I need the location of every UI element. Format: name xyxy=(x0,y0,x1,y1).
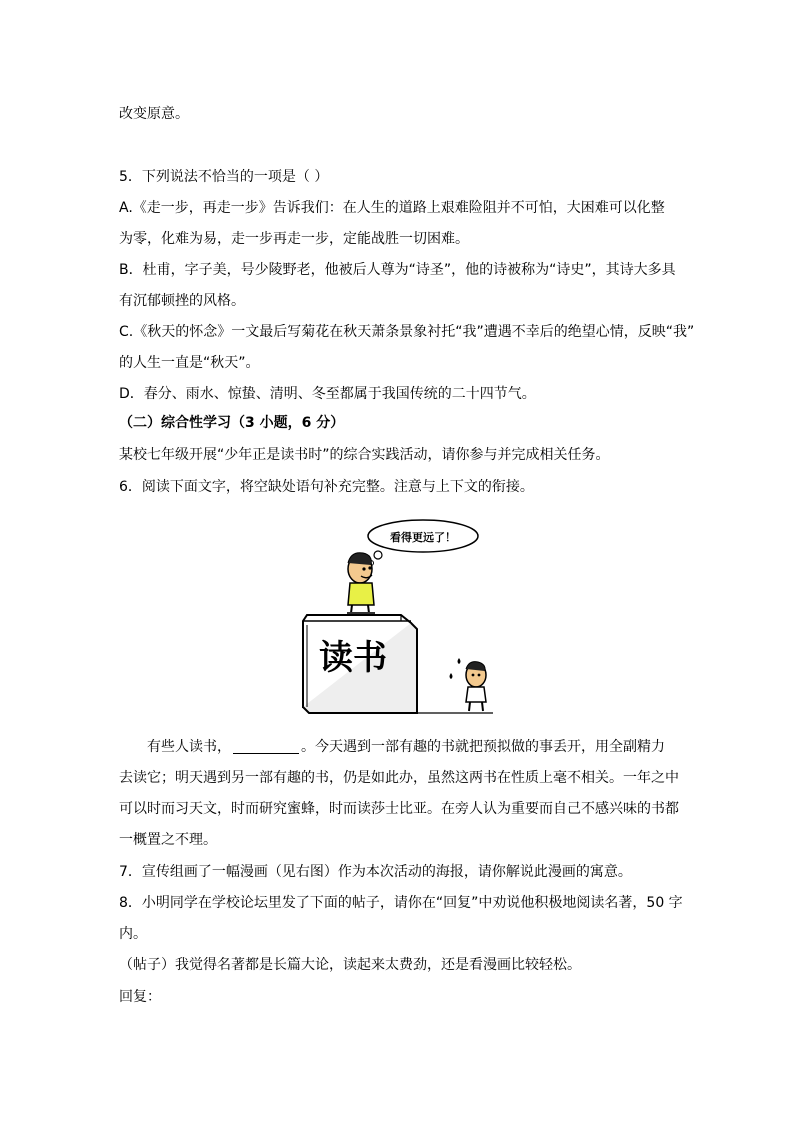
fill-in-blank[interactable] xyxy=(233,739,299,754)
option-d: D．春分、雨水、惊蛰、清明、冬至都属于我国传统的二十四节气。 xyxy=(119,386,536,402)
passage-continue: 。今天遇到一部有趣的书就把预拟做的事丢开，用全副精力 xyxy=(301,739,665,755)
activity-intro: 某校七年级开展“少年正是读书时”的综合实践活动，请你参与并完成相关任务。 xyxy=(119,447,610,463)
small-child-figure xyxy=(450,658,487,711)
book-title: 读书 xyxy=(319,638,387,678)
reading-cartoon xyxy=(293,517,509,720)
question-5: 5．下列说法不恰当的一项是（ ） xyxy=(119,169,329,185)
forum-post: （帖子）我觉得名著都是长篇大论，读起来太费劲，还是看漫画比较轻松。 xyxy=(119,957,581,973)
question-8-line-2: 内。 xyxy=(119,926,147,942)
line-01: 改变原意。 xyxy=(119,106,189,122)
passage-line-1 xyxy=(147,737,665,757)
tall-reader-figure xyxy=(347,553,375,616)
option-c-line-2: 的人生一直是“秋天”。 xyxy=(119,355,260,371)
option-b-line-2: 有沉郁顿挫的风格。 xyxy=(119,293,245,309)
option-b-line-1: B．杜甫，字子美，号少陵野老，他被后人尊为“诗圣”，他的诗被称为“诗史”，其诗大多具 xyxy=(119,262,676,278)
speech-text: 看得更远了！ xyxy=(390,531,456,544)
book-icon xyxy=(303,615,417,713)
section-heading: （二）综合性学习（3 小题，6 分） xyxy=(119,415,345,431)
passage-start: 有些人读书， xyxy=(147,739,231,755)
option-a-line-2: 为零，化难为易，走一步再走一步，定能战胜一切困难。 xyxy=(119,231,469,247)
reply-label: 回复： xyxy=(119,989,161,1005)
question-7: 7．宣传组画了一幅漫画（见右图）作为本次活动的海报，请你解说此漫画的寓意。 xyxy=(119,864,632,880)
passage-line-3: 可以时而习天文，时而研究蜜蜂，时而读莎士比亚。在旁人认为重要而自己不感兴味的书都 xyxy=(119,801,679,817)
passage-line-2: 去读它；明天遇到另一部有趣的书，仍是如此办，虽然这两书在性质上毫不相关。一年之中 xyxy=(119,770,679,786)
passage-line-4: 一概置之不理。 xyxy=(119,832,217,848)
option-a-line-1: A.《走一步，再走一步》告诉我们：在人生的道路上艰难险阻并不可怕，大困难可以化整 xyxy=(119,200,665,216)
option-c-line-1: C.《秋天的怀念》一文最后写菊花在秋天萧条景象衬托“我”遭遇不幸后的绝望心情，反映“我” xyxy=(119,324,695,340)
question-6: 6．阅读下面文字，将空缺处语句补充完整。注意与上下文的衔接。 xyxy=(119,479,534,495)
question-8-line-1: 8．小明同学在学校论坛里发了下面的帖子，请你在“回复”中劝说他积极地阅读名著，50 字 xyxy=(119,895,683,911)
